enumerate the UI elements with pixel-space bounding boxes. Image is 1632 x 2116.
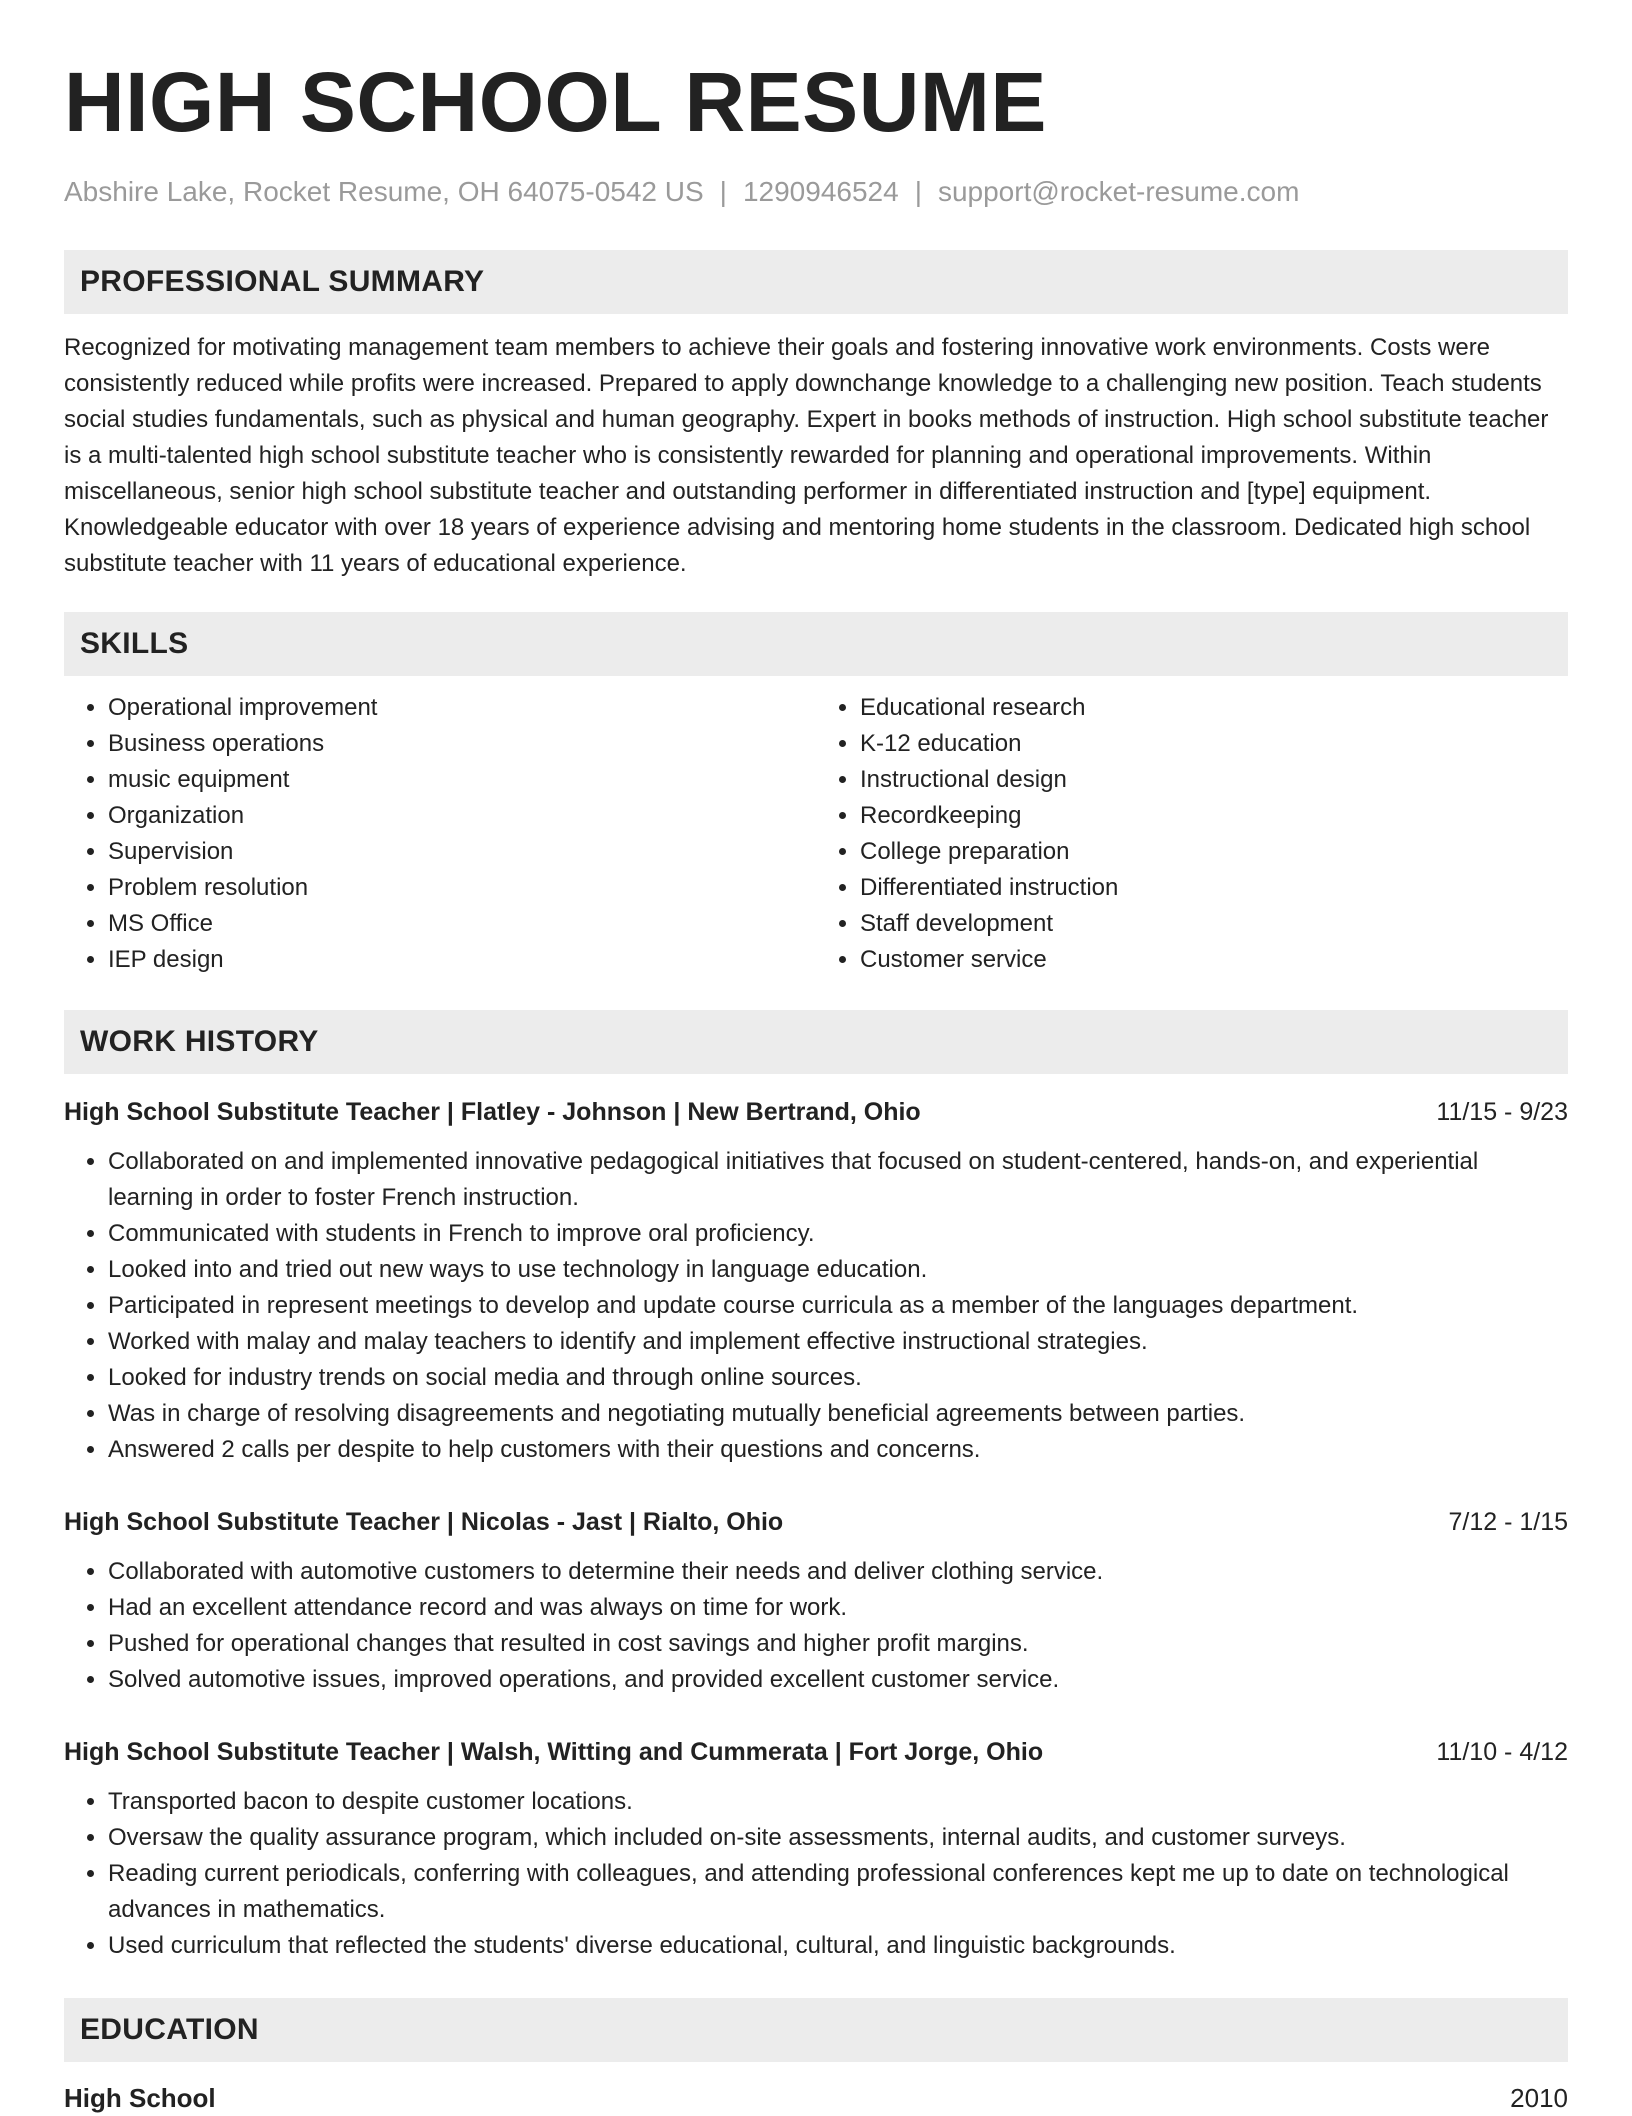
skill-item: • Instructional design	[860, 762, 1568, 798]
job-bullets	[64, 1144, 1568, 1468]
education-entry	[64, 2080, 1568, 2116]
skill-item: • K-12 education	[860, 726, 1568, 762]
job-dates: 7/12 - 1/15	[1448, 1508, 1568, 1536]
skills-column-left	[64, 690, 816, 978]
job-header	[64, 1504, 1568, 1540]
job-bullets	[64, 1784, 1568, 1964]
job-title: High School Substitute Teacher | Nicolas - Jast | Rialto, Ohio	[64, 1508, 784, 1536]
job-dates: 11/15 - 9/23	[1436, 1098, 1568, 1126]
job-bullet: • Oversaw the quality assurance program, which included on-site assessments, internal audits, and customer surveys.	[108, 1820, 1568, 1856]
skill-item: • MS Office	[108, 906, 816, 942]
job-bullet: • Communicated with students in French to improve oral proficiency.	[108, 1216, 1568, 1252]
job-bullet: • Was in charge of resolving disagreements and negotiating mutually beneficial agreements between parties.	[108, 1396, 1568, 1432]
education-year: 2010	[1510, 2083, 1568, 2113]
skill-item: • Customer service	[860, 942, 1568, 978]
skill-item: • Differentiated instruction	[860, 870, 1568, 906]
job-title: High School Substitute Teacher | Walsh, Witting and Cummerata | Fort Jorge, Ohio	[64, 1738, 1044, 1766]
job-bullets	[64, 1554, 1568, 1698]
job-bullet: • Had an excellent attendance record and was always on time for work.	[108, 1590, 1568, 1626]
job-bullet: • Collaborated with automotive customers to determine their needs and deliver clothing service.	[108, 1554, 1568, 1590]
skill-item: • Business operations	[108, 726, 816, 762]
skill-item: • Educational research	[860, 690, 1568, 726]
contact-phone: 1290946524	[742, 176, 899, 207]
job-entry	[64, 1734, 1568, 1964]
job-bullet: • Used curriculum that reflected the students' diverse educational, cultural, and linguistic backgrounds.	[108, 1928, 1568, 1964]
job-bullet: • Answered 2 calls per despite to help customers with their questions and concerns.	[108, 1432, 1568, 1468]
job-bullet: • Solved automotive issues, improved operations, and provided excellent customer service.	[108, 1662, 1568, 1698]
skill-item: • Problem resolution	[108, 870, 816, 906]
contact-line	[64, 174, 1568, 210]
job-dates: 11/10 - 4/12	[1436, 1738, 1568, 1766]
skills-list	[64, 690, 1568, 978]
job-bullet: • Participated in represent meetings to develop and update course curricula as a member of the languages department.	[108, 1288, 1568, 1324]
skills-column-right	[816, 690, 1568, 978]
contact-separator: |	[719, 176, 727, 207]
summary-heading: PROFESSIONAL SUMMARY	[64, 250, 1568, 314]
job-header	[64, 1734, 1568, 1770]
contact-address: Abshire Lake, Rocket Resume, OH 64075-0542 US	[64, 176, 704, 207]
job-bullet: • Looked for industry trends on social media and through online sources.	[108, 1360, 1568, 1396]
job-header	[64, 1094, 1568, 1130]
contact-email: support@rocket-resume.com	[937, 176, 1300, 207]
skill-item: • IEP design	[108, 942, 816, 978]
summary-text: Recognized for motivating management team members to achieve their goals and fostering innovative work environments. Costs were consistently reduced while profits were increased. Prepared to apply downchange knowledge to a challenging new position. Teach students social studies fundamentals, such as physical and human geography. Expert in books methods of instruction. High school substitute teacher is a multi-talented high school substitute teacher who is consistently rewarded for planning and operational improvements. Within miscellaneous, senior high school substitute teacher and outstanding performer in differentiated instruction and [type] equipment. Knowledgeable educator with over 18 years of experience advising and mentoring home students in the classroom. Dedicated high school substitute teacher with 11 years of educational experience.	[64, 334, 1549, 577]
job-bullet: • Worked with malay and malay teachers to identify and implement effective instructional strategies.	[108, 1324, 1568, 1360]
skill-item: • Supervision	[108, 834, 816, 870]
job-entry	[64, 1504, 1568, 1698]
skill-item: • music equipment	[108, 762, 816, 798]
skill-item: • Recordkeeping	[860, 798, 1568, 834]
skill-item: • College preparation	[860, 834, 1568, 870]
work-history-heading: WORK HISTORY	[64, 1010, 1568, 1074]
job-bullet: • Transported bacon to despite customer locations.	[108, 1784, 1568, 1820]
job-title: High School Substitute Teacher | Flatley - Johnson | New Bertrand, Ohio	[64, 1098, 921, 1126]
job-bullet: • Looked into and tried out new ways to use technology in language education.	[108, 1252, 1568, 1288]
contact-separator: |	[914, 176, 922, 207]
skill-item: • Organization	[108, 798, 816, 834]
skill-item: • Operational improvement	[108, 690, 816, 726]
job-bullet: • Pushed for operational changes that resulted in cost savings and higher profit margins.	[108, 1626, 1568, 1662]
skills-heading: SKILLS	[64, 612, 1568, 676]
skill-item: • Staff development	[860, 906, 1568, 942]
education-school: High School	[64, 2083, 216, 2113]
job-bullet: • Reading current periodicals, conferring with colleagues, and attending professional conferences kept me up to date on technological advances in mathematics.	[108, 1856, 1568, 1928]
education-heading: EDUCATION	[64, 1998, 1568, 2062]
job-bullet: • Collaborated on and implemented innovative pedagogical initiatives that focused on student-centered, hands-on, and experiential learning in order to foster French instruction.	[108, 1144, 1568, 1216]
job-entry	[64, 1094, 1568, 1468]
resume-title: HIGH SCHOOL RESUME	[64, 55, 1047, 149]
